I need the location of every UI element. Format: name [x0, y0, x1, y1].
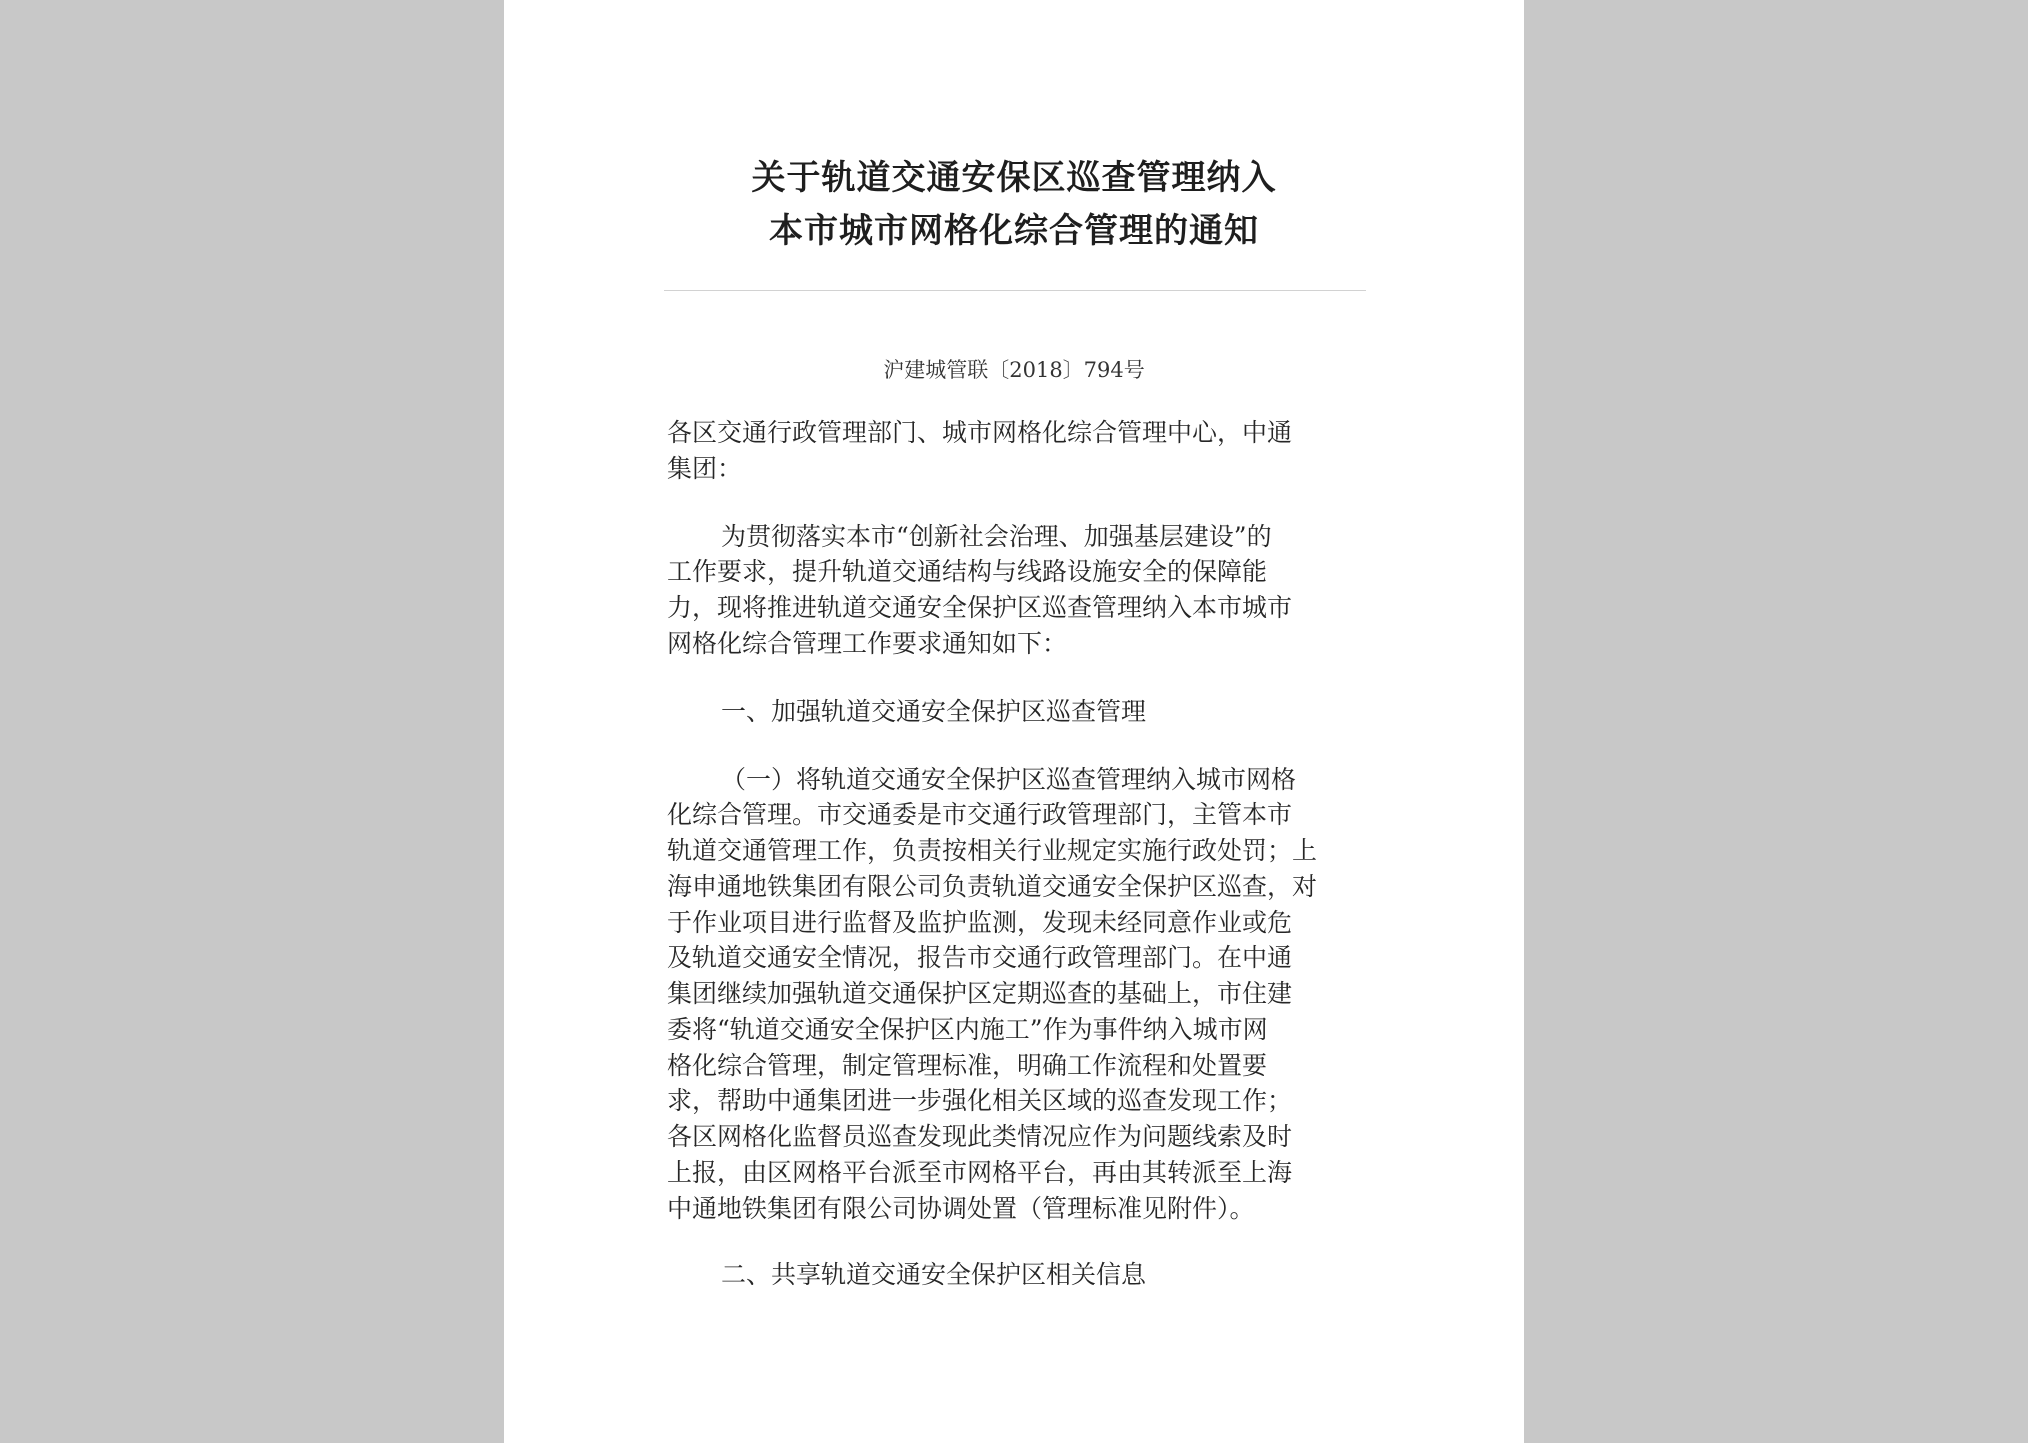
intro-line: 网格化综合管理工作要求通知如下： — [667, 629, 1068, 658]
section-2-heading: 二、共享轨道交通安全保护区相关信息 — [721, 1260, 1147, 1289]
section-1-item-1-line: 上报，由区网格平台派至市网格平台，再由其转派至上海 — [667, 1158, 1293, 1187]
section-1-item-1-line: 各区网格化监督员巡查发现此类情况应作为问题线索及时 — [667, 1122, 1293, 1151]
addressee-line: 集团： — [667, 454, 743, 483]
section-1-item-1-line: （一）将轨道交通安全保护区巡查管理纳入城市网格 — [721, 765, 1297, 794]
section-1-item-1-line: 于作业项目进行监督及监护监测，发现未经同意作业或危 — [667, 908, 1293, 937]
document-number: 沪建城管联〔2018〕794号 — [883, 358, 1145, 382]
intro-line: 力，现将推进轨道交通安全保护区巡查管理纳入本市城市 — [667, 593, 1293, 622]
document-title-line-2: 本市城市网格化综合管理的通知 — [769, 211, 1259, 251]
section-1-item-1-line: 化综合管理。市交通委是市交通行政管理部门，主管本市 — [667, 800, 1293, 829]
intro-line: 为贯彻落实本市“创新社会治理、加强基层建设”的 — [721, 522, 1272, 551]
addressee-line: 各区交通行政管理部门、城市网格化综合管理中心，中通 — [667, 418, 1293, 447]
title-divider — [664, 290, 1366, 291]
document-page — [504, 0, 1524, 1443]
section-1-item-1-line: 轨道交通管理工作，负责按相关行业规定实施行政处罚；上 — [667, 836, 1318, 865]
section-1-item-1-line: 集团继续加强轨道交通保护区定期巡查的基础上，市住建 — [667, 979, 1293, 1008]
section-1-item-1-line: 中通地铁集团有限公司协调处置（管理标准见附件）。 — [667, 1194, 1255, 1223]
section-1-item-1-line: 格化综合管理，制定管理标准，明确工作流程和处置要 — [667, 1051, 1268, 1080]
section-1-item-1-line: 及轨道交通安全情况，报告市交通行政管理部门。在中通 — [667, 943, 1293, 972]
document-title-line-1: 关于轨道交通安保区巡查管理纳入 — [751, 158, 1277, 198]
section-1-item-1-line: 海申通地铁集团有限公司负责轨道交通安全保护区巡查，对 — [667, 872, 1318, 901]
section-1-heading: 一、加强轨道交通安全保护区巡查管理 — [721, 697, 1147, 726]
intro-line: 工作要求，提升轨道交通结构与线路设施安全的保障能 — [667, 557, 1268, 586]
section-1-item-1-line: 求，帮助中通集团进一步强化相关区域的巡查发现工作； — [667, 1086, 1293, 1115]
section-1-item-1-line: 委将“轨道交通安全保护区内施工”作为事件纳入城市网 — [667, 1015, 1268, 1044]
